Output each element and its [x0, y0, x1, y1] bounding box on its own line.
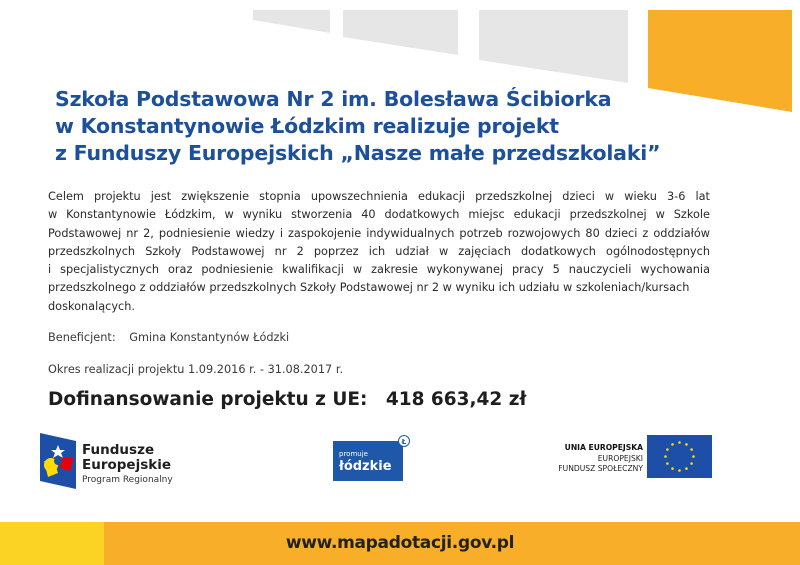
- footer-bar: [0, 522, 800, 565]
- description-line: w Konstantynowie Łódzkim, w wyniku stworzenia 40 dodatkowych miejsc edukacji przedszkolnej w Szkole: [48, 208, 710, 222]
- project-description: [48, 188, 710, 316]
- fe-logo-line3: Program Regionalny: [82, 475, 173, 485]
- fe-logo-line2: Europejskie: [82, 457, 172, 473]
- description-line: doskonalących.: [48, 299, 136, 313]
- lodzkie-logo-small-text: promuje: [339, 450, 368, 458]
- beneficiary: [48, 331, 289, 344]
- eu-logo-line3: FUNDUSZ SPOŁECZNY: [558, 464, 643, 473]
- lodzkie-logo-big-text: łódzkie: [339, 459, 392, 474]
- page-title: [55, 86, 695, 167]
- grey-shape-2: [343, 10, 458, 55]
- title-line: w Konstantynowie Łódzkim realizuje projekt: [55, 114, 559, 138]
- fe-logo-line1: Fundusze: [82, 442, 155, 458]
- description-line: i specjalistycznych oraz podniesienie kwalifikacji w zakresie wykonywanej pracy 5 nauczycieli wychowania: [48, 263, 710, 277]
- title-line: Szkoła Podstawowa Nr 2 im. Bolesława Ścibiorka: [55, 87, 612, 111]
- eu-logo-line2: EUROPEJSKI: [597, 454, 643, 463]
- footer-url-link[interactable]: www.mapadotacji.gov.pl: [285, 533, 515, 553]
- beneficiary-label: Beneficjent:: [48, 331, 116, 344]
- eu-logo-line1: UNIA EUROPEJSKA: [564, 443, 643, 452]
- description-line: Celem projektu jest zwiększenie stopnia upowszechnienia edukacji przedszkolnej dzieci w wieku 3-6 lat: [48, 190, 710, 203]
- promuje-lodzkie-logo: [333, 435, 413, 485]
- description-line: przedszkolnych Szkoły Podstawowej nr 2 poprzez ich udział w zajęciach dodatkowych ogólnodostępnych: [48, 244, 710, 258]
- grey-shape-3: [479, 10, 628, 83]
- fundusze-europejskie-logo: [40, 433, 200, 489]
- description-line: przedszkolnego z oddziałów przedszkolnych Szkoły Podstawowej nr 2 w wyniku ich udziału w szkoleniach/kursach: [48, 281, 690, 295]
- eu-flag-icon: [647, 435, 712, 478]
- grey-shape-1: [253, 10, 330, 33]
- funding-label: Dofinansowanie projektu z UE:: [48, 389, 368, 410]
- funding-amount: [48, 389, 526, 410]
- eu-social-fund-logo: [540, 435, 715, 480]
- description-line: Podstawowej nr 2, podniesienie wiedzy i zaspokojenie indywidualnych potrzeb rozwojowych 80 dzieci z oddziałów: [48, 226, 710, 240]
- title-line: z Funduszy Europejskich „Nasze małe przedszkolaki”: [55, 141, 661, 165]
- funding-value: 418 663,42 zł: [385, 389, 527, 410]
- fe-flag-icon: [40, 433, 76, 489]
- beneficiary-value: Gmina Konstantynów Łódzki: [129, 331, 290, 344]
- lodzkie-badge-icon: Ł: [398, 435, 410, 447]
- project-period: Okres realizacji projektu 1.09.2016 r. - 31.08.2017 r.: [48, 363, 344, 376]
